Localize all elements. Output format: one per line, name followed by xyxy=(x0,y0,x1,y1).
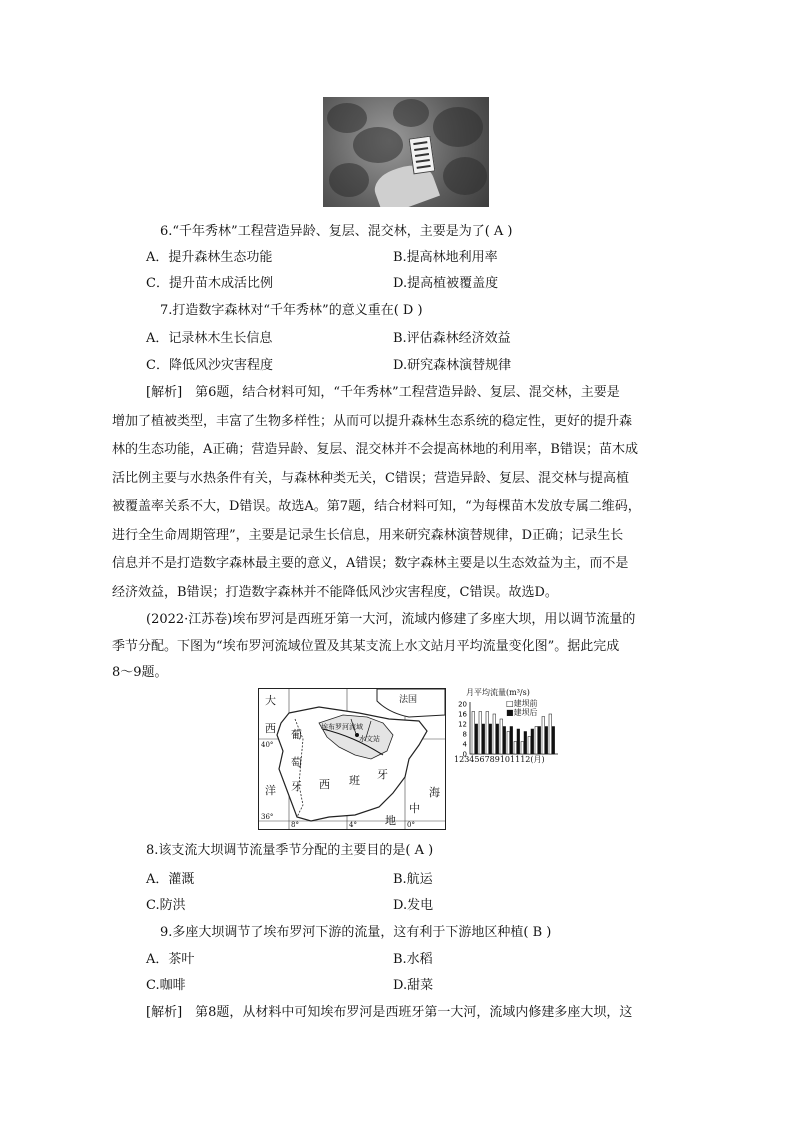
analysis-line: 进行全生命周期管理”，主要是记录生长信息，用来研究森林演替规律，D正确；记录生长 xyxy=(112,528,624,543)
bar-before-dam xyxy=(549,714,552,754)
bar-after-dam xyxy=(538,727,541,755)
map-label: 萄 xyxy=(291,756,302,769)
bar-after-dam xyxy=(531,729,534,754)
ebro-figure xyxy=(258,688,558,828)
chart-bars xyxy=(454,698,558,798)
question-9-stem: 9.多座大坝调节了埃布罗河下游的流量，这有利于下游地区种植( B ) xyxy=(160,925,552,940)
map-label: 牙 xyxy=(291,780,302,793)
y-tick-label: 4 xyxy=(462,740,467,749)
q9-option-d: D.甜菜 xyxy=(393,978,434,993)
map-label: 埃布罗河流域 xyxy=(321,723,363,731)
qr-code-tag xyxy=(409,136,436,175)
map-label: 法国 xyxy=(399,695,418,705)
latitude-label: 36° xyxy=(261,813,274,821)
bar-after-dam xyxy=(545,727,548,755)
y-tick-label: 16 xyxy=(458,710,467,719)
analysis-line: [解析] 第6题，结合材料可知，“千年秀林”工程营造异龄、复层、混交林，主要是 xyxy=(146,385,620,400)
longitude-label: 4° xyxy=(349,821,357,829)
bar-before-dam xyxy=(472,712,475,755)
map-label: 班 xyxy=(349,774,360,787)
q8-option-b: B.航运 xyxy=(393,872,433,887)
bar-after-dam xyxy=(552,727,555,755)
bar-after-dam xyxy=(496,724,499,754)
q6-option-a: A．提升森林生态功能 xyxy=(146,250,273,265)
q7-option-d: D.研究森林演替规律 xyxy=(393,358,512,373)
intro-line: 季节分配。下图为“埃布罗河流域位置及其某支流上水文站月平均流量变化图”。据此完成 xyxy=(112,639,620,654)
q9-option-a: A．茶叶 xyxy=(146,952,195,967)
bar-before-dam xyxy=(535,727,538,755)
seedling-qr-code-photo xyxy=(323,97,489,207)
bar-before-dam xyxy=(479,712,482,755)
legend-after: ■建坝后 xyxy=(506,708,538,717)
bar-after-dam xyxy=(482,724,485,754)
q6-option-c: C．提升苗木成活比例 xyxy=(146,276,273,291)
bar-after-dam xyxy=(517,729,520,754)
q6-option-b: B.提高林地利用率 xyxy=(393,250,498,265)
q8-option-a: A．灌溉 xyxy=(146,872,195,887)
intro-line: 8～9题。 xyxy=(112,665,168,680)
analysis-line: 增加了植被类型，丰富了生物多样性；从而可以提升森林生态系统的稳定性，更好的提升森 xyxy=(112,414,633,429)
map-label: 大 xyxy=(265,694,276,707)
q9-option-b: B.水稻 xyxy=(393,952,433,967)
q7-option-c: C．降低风沙灾害程度 xyxy=(146,358,273,373)
bar-before-dam xyxy=(521,742,524,755)
x-axis-labels: 123456789101112(月) xyxy=(454,755,545,764)
analysis-line: 信息并不是打造数字森林最主要的意义，A错误；数字森林主要是以生态效益为主，而不是 xyxy=(112,556,629,571)
q8-option-d: D.发电 xyxy=(393,898,434,913)
q9-option-c: C.咖啡 xyxy=(146,978,186,993)
map-label: 葡 xyxy=(291,728,302,741)
bar-before-dam xyxy=(500,719,503,754)
analysis-line: 林的生态功能，A正确；营造异龄、复层、混交林并不会提高林地的利用率，B错误；苗木成 xyxy=(112,442,638,457)
q7-option-b: B.评估森林经济效益 xyxy=(393,331,511,346)
y-tick-label: 0 xyxy=(462,750,467,759)
question-8-stem: 8.该支流大坝调节流量季节分配的主要目的是( A ) xyxy=(146,843,434,858)
q6-option-d: D.提高植被覆盖度 xyxy=(393,276,499,291)
y-tick-label: 12 xyxy=(458,720,467,729)
chart-title: 月平均流量(m³/s) xyxy=(466,688,530,697)
analysis-line: 活比例主要与水热条件有关，与森林种类无关，C错误；营造异龄、复层、混交林与提高植 xyxy=(112,471,629,486)
monthly-flow-chart xyxy=(454,688,558,828)
legend-before: □建坝前 xyxy=(506,699,538,708)
y-tick-label: 20 xyxy=(458,700,467,709)
bar-after-dam xyxy=(503,727,506,755)
bar-after-dam xyxy=(475,724,478,754)
bar-after-dam xyxy=(489,724,492,754)
y-tick-label: 8 xyxy=(462,730,467,739)
map-label: 中 xyxy=(409,802,420,815)
longitude-label: 8° xyxy=(291,821,299,829)
bar-before-dam xyxy=(486,712,489,755)
map-label: 水文站 xyxy=(359,735,380,743)
latitude-label: 40° xyxy=(261,741,274,749)
map-label: 地 xyxy=(385,814,396,827)
longitude-label: 0° xyxy=(407,821,415,829)
intro-line: (2022·江苏卷)埃布罗河是西班牙第一大河，流域内修建了多座大坝，用以调节流量的 xyxy=(146,612,636,627)
analysis-line: 被覆盖率关系不大，D错误。故选A。第7题，结合材料可知，“为每棵苗木发放专属二维码， xyxy=(112,499,641,514)
map-label: 洋 xyxy=(265,784,276,797)
bar-after-dam xyxy=(524,732,527,755)
q7-option-a: A．记录林木生长信息 xyxy=(146,331,273,346)
bar-before-dam xyxy=(507,732,510,755)
bar-before-dam xyxy=(493,714,496,754)
question-6-stem: 6.“千年秀林”工程营造异龄、复层、混交林，主要是为了( A ) xyxy=(160,224,513,239)
bar-before-dam xyxy=(528,737,531,755)
map-label: 牙 xyxy=(377,768,388,781)
map-label: 海 xyxy=(429,786,440,799)
bar-after-dam xyxy=(510,727,513,755)
bar-before-dam xyxy=(514,742,517,755)
ebro-basin-map xyxy=(258,688,446,830)
map-label: 西 xyxy=(265,722,276,735)
question-7-stem: 7.打造数字森林对“千年秀林”的意义重在( D ) xyxy=(160,303,423,318)
analysis-line: [解析] 第8题，从材料中可知埃布罗河是西班牙第一大河，流域内修建多座大坝，这 xyxy=(146,1005,633,1020)
analysis-line: 经济效益，B错误；打造数字森林并不能降低风沙灾害程度，C错误。故选D。 xyxy=(112,585,558,600)
q8-option-c: C.防洪 xyxy=(146,898,186,913)
bar-before-dam xyxy=(542,717,545,755)
map-label: 西 xyxy=(319,778,330,791)
